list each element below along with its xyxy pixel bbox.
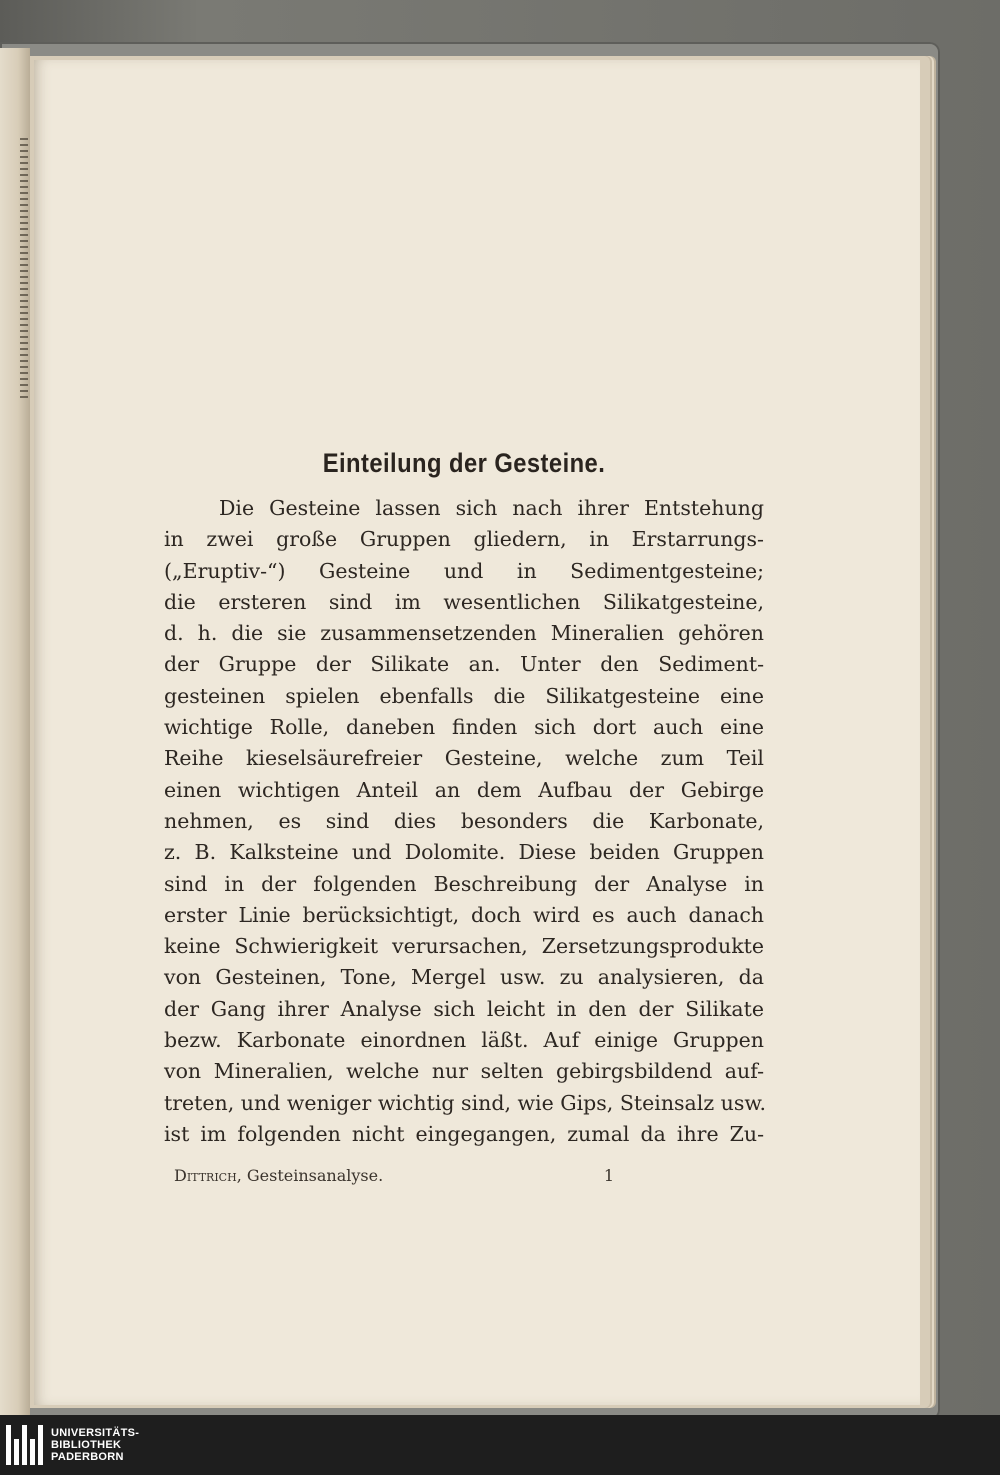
footer-title: , Gesteinsanalyse. xyxy=(236,1166,384,1185)
library-logo xyxy=(6,1423,139,1467)
text-line: z. B. Kalksteine und Dolomite. Diese beiden Gruppen xyxy=(164,840,764,865)
book-page xyxy=(34,60,920,1405)
text-line: („Eruptiv-“) Gesteine und in Sedimentgesteine; xyxy=(164,558,764,583)
page-edge-marks xyxy=(20,138,28,398)
previous-page-edge xyxy=(0,48,30,1420)
page-content xyxy=(164,448,764,1150)
body-text xyxy=(164,493,764,1150)
text-line: bezw. Karbonate einordnen läßt. Auf einige Gruppen xyxy=(164,1028,764,1053)
library-logo-icon xyxy=(6,1425,43,1465)
library-logo-text xyxy=(51,1427,139,1463)
text-line: der Gang ihrer Analyse sich leicht in den der Silikate xyxy=(164,996,764,1021)
text-line: keine Schwierigkeit verursachen, Zersetzungsprodukte xyxy=(164,934,764,959)
text-line: sind in der folgenden Beschreibung der Analyse in xyxy=(164,871,764,896)
text-line: d. h. die sie zusammensetzenden Mineralien gehören xyxy=(164,621,764,646)
text-line: Reihe kieselsäurefreier Gesteine, welche zum Teil xyxy=(164,746,764,771)
text-line: ist im folgenden nicht eingegangen, zumal da ihre Zu- xyxy=(164,1121,764,1146)
text-line: treten, und weniger wichtig sind, wie Gips, Steinsalz usw. xyxy=(164,1090,766,1115)
logo-line-1: UNIVERSITÄTS- xyxy=(51,1427,140,1439)
text-line: erster Linie berücksichtigt, doch wird es auch danach xyxy=(164,902,764,927)
text-line: in zwei große Gruppen gliedern, in Erstarrungs- xyxy=(164,527,764,552)
signature-number: 1 xyxy=(603,1166,614,1185)
footer-author: Dittrich xyxy=(174,1166,237,1185)
logo-line-3: PADERBORN xyxy=(51,1451,124,1463)
text-line: Die Gesteine lassen sich nach ihrer Entstehung xyxy=(219,496,764,520)
text-line: der Gruppe der Silikate an. Unter den Sediment- xyxy=(164,652,764,677)
text-line: nehmen, es sind dies besonders die Karbonate, xyxy=(164,808,764,833)
text-line: die ersteren sind im wesentlichen Silikatgesteine, xyxy=(164,589,764,614)
text-line: von Mineralien, welche nur selten gebirgsbildend auf- xyxy=(164,1059,764,1084)
scan-footer-bar xyxy=(0,1415,1000,1475)
text-line: einen wichtigen Anteil an dem Aufbau der Gebirge xyxy=(164,777,764,802)
text-line: von Gesteinen, Tone, Mergel usw. zu analysieren, da xyxy=(164,965,764,990)
logo-line-2: BIBLIOTHEK xyxy=(51,1439,122,1451)
text-line: gesteinen spielen ebenfalls die Silikatgesteine eine xyxy=(164,683,764,708)
chapter-heading: Einteilung der Gesteine. xyxy=(322,448,606,478)
text-line: wichtige Rolle, daneben finden sich dort auch eine xyxy=(164,715,764,740)
page-footer xyxy=(174,1166,614,1185)
